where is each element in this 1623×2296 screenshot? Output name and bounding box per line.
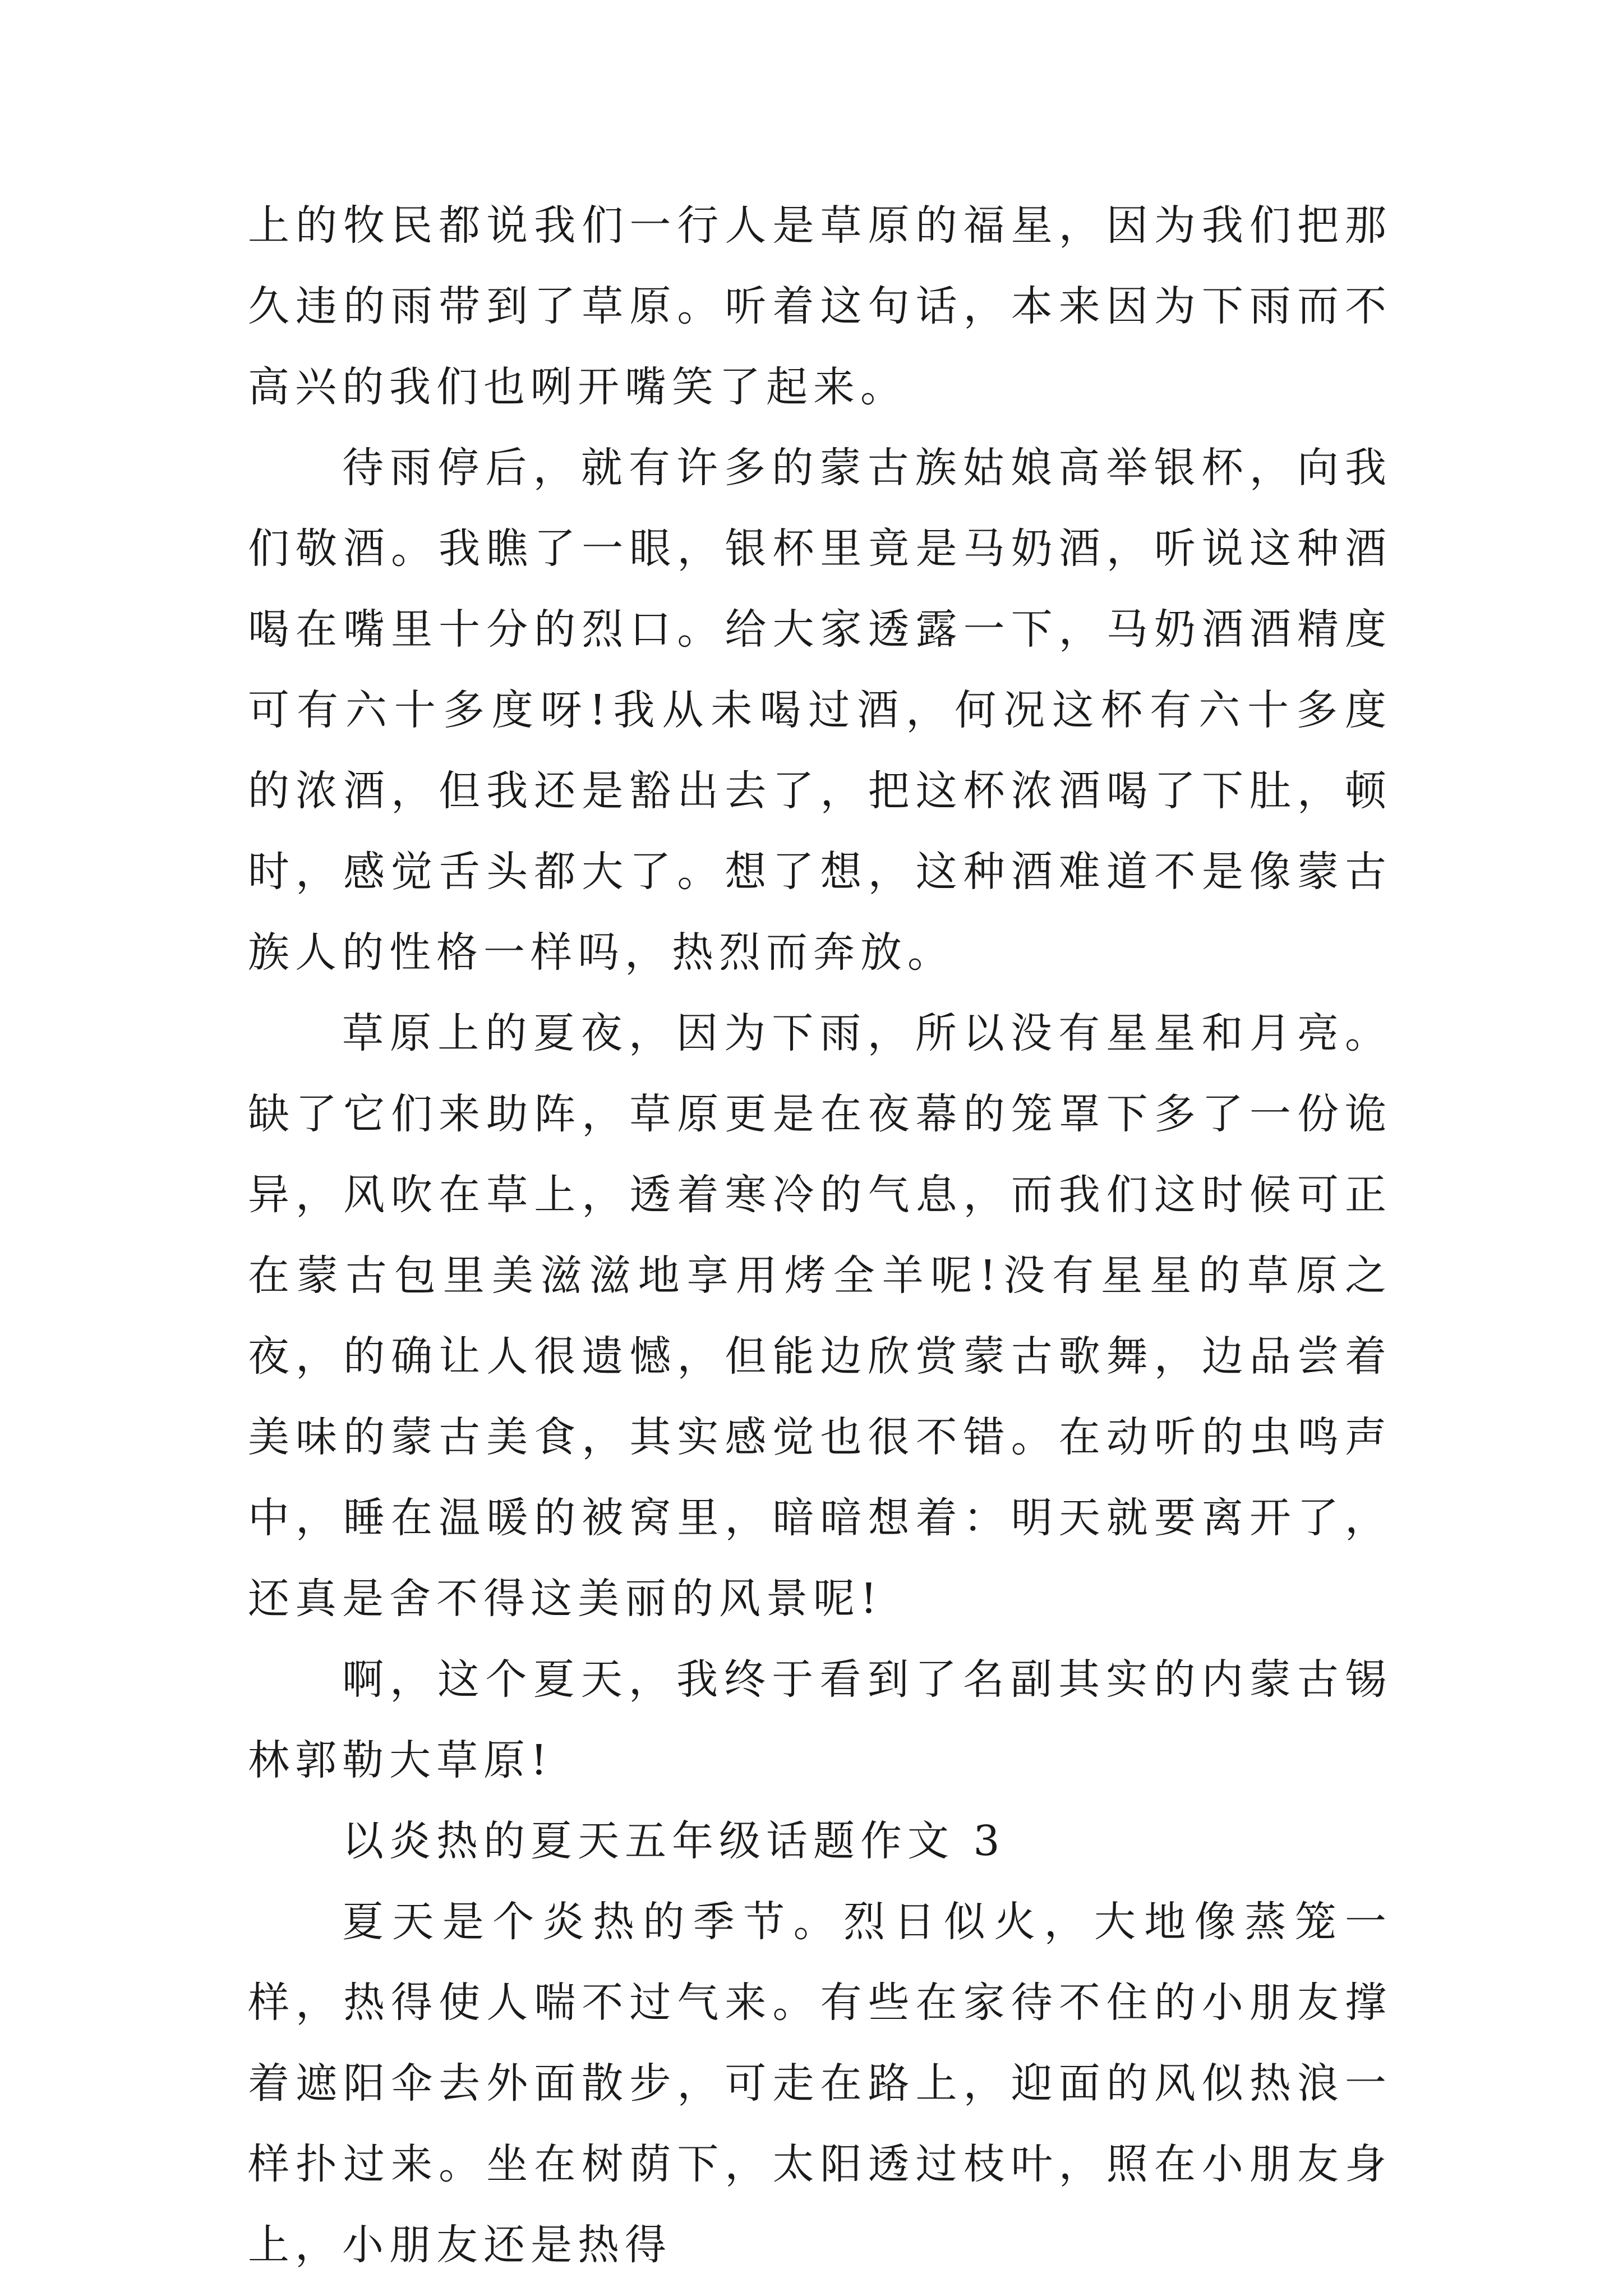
paragraph-3: 草原上的夏夜，因为下雨，所以没有星星和月亮。缺了它们来助阵，草原更是在夜幕的笼罩下多了一份诡异，风吹在草上，透着寒冷的气息，而我们这时候可正在蒙古包里美滋滋地享用烤全羊呢!没有星星的草原之夜，的确让人很遗憾，但能边欣赏蒙古歌舞，边品尝着美味的蒙古美食，其实感觉也很不错。在动听的虫鸣声中，睡在温暖的被窝里，暗暗想着：明天就要离开了，还真是舍不得这美丽的风景呢! (248, 1009, 1392, 1623)
essay-heading-3: 以炎热的夏天五年级话题作文 3 (342, 1817, 1006, 1865)
paragraph-5: 夏天是个炎热的季节。烈日似火，大地像蒸笼一样，热得使人喘不过气来。有些在家待不住的小朋友撑着遮阳伞去外面散步，可走在路上，迎面的风似热浪一样扑过来。坐在树荫下，太阳透过枝叶，照在小朋友身上，小朋友还是热得 (248, 1898, 1392, 2269)
paragraph-2: 待雨停后，就有许多的蒙古族姑娘高举银杯，向我们敬酒。我瞧了一眼，银杯里竟是马奶酒，听说这种酒喝在嘴里十分的烈口。给大家透露一下，马奶酒酒精度可有六十多度呀!我从未喝过酒，何况这杯有六十多度的浓酒，但我还是豁出去了，把这杯浓酒喝了下肚，顿时，感觉舌头都大了。想了想，这种酒难道不是像蒙古族人的性格一样吗，热烈而奔放。 (248, 444, 1392, 977)
paragraph-4: 啊，这个夏天，我终于看到了名副其实的内蒙古锡林郭勒大草原! (248, 1655, 1392, 1784)
essay-body (248, 185, 1392, 2285)
paragraph-1: 上的牧民都说我们一行人是草原的福星，因为我们把那久违的雨带到了草原。听着这句话，本来因为下雨而不高兴的我们也咧开嘴笑了起来。 (248, 201, 1392, 411)
